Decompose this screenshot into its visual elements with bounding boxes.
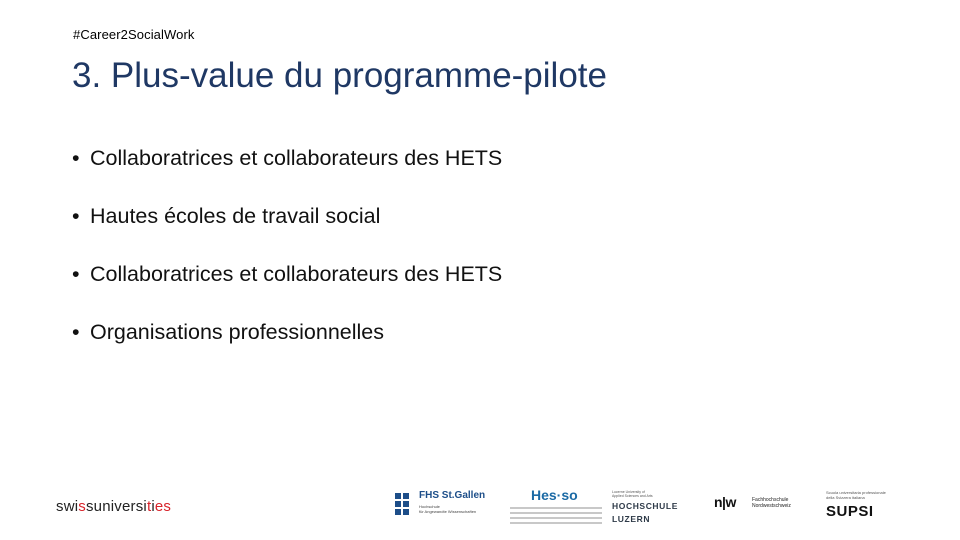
bullet-text: Collaboratrices et collaborateurs des HETS (90, 146, 503, 170)
slide-title: 3. Plus-value du programme-pilote (72, 56, 607, 95)
bullet-dot: • (72, 146, 80, 170)
bullet-text: Collaboratrices et collaborateurs des HETS (90, 262, 503, 286)
bullet-dot: • (72, 320, 80, 344)
fhs-subtitle: Hochschule für Angewandte Wissenschaften (419, 504, 477, 514)
swissuniversities-logo: swissuniversities (56, 498, 172, 515)
fhs-stgallen-logo (395, 490, 495, 524)
bullet-item (72, 146, 502, 204)
hesso-logo (510, 487, 602, 527)
hesso-name: Hes·so (531, 487, 578, 503)
hashtag-label: #Career2SocialWork (73, 27, 195, 42)
bullet-list (72, 146, 502, 378)
bullet-dot: • (72, 262, 80, 286)
bullet-item (72, 262, 502, 320)
partner-logos-bar (0, 480, 960, 540)
fhnw-text: Fachhochschule Nordwestschweiz (752, 497, 791, 509)
hesso-tagline-lines (510, 504, 602, 527)
fhs-name: FHS St.Gallen (419, 490, 486, 501)
supsi-logo: Scuola universitaria professionale della Svizzera italiana SUPSI (826, 490, 886, 520)
bullet-text: Hautes écoles de travail social (90, 204, 381, 228)
hochschule-luzern-logo: Lucerne University of Applied Sciences and Arts HOCHSCHULE LUZERN (612, 490, 678, 524)
fhnw-logo (714, 494, 804, 514)
bullet-item (72, 204, 502, 262)
fhnw-mark: n|w (714, 494, 736, 510)
bullet-text: Organisations professionnelles (90, 320, 384, 344)
bullet-item (72, 320, 502, 378)
bullet-dot: • (72, 204, 80, 228)
